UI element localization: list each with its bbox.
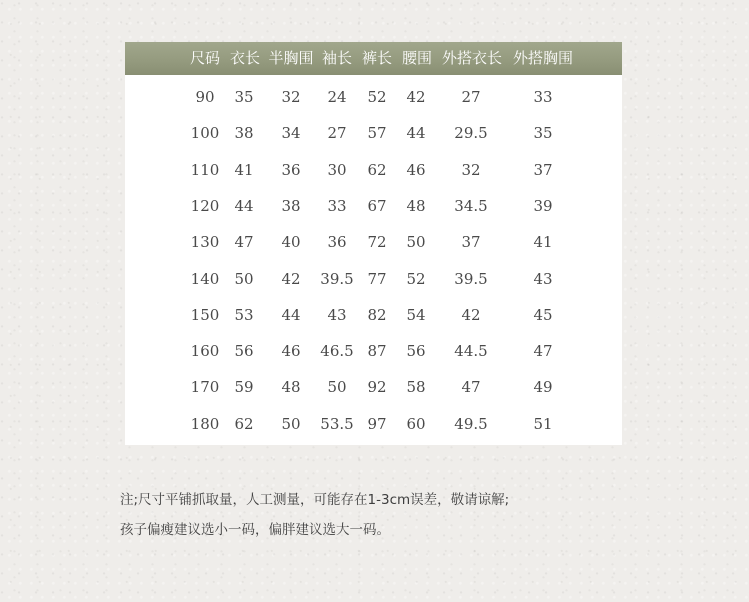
cell-size: 140 (190, 269, 220, 288)
cell-size: 110 (190, 160, 220, 179)
cell-outer-chest: 37 (533, 160, 553, 179)
header-sleeve-length: 袖长 (321, 49, 353, 67)
cell-top-length: 44 (234, 196, 254, 215)
cell-outer-chest: 39 (533, 196, 553, 215)
cell-outer-length: 27 (461, 88, 481, 106)
table-row (125, 227, 622, 257)
header-size: 尺码 (189, 49, 221, 67)
cell-half-chest: 50 (281, 414, 301, 433)
cell-top-length: 50 (234, 269, 254, 288)
cell-half-chest: 42 (281, 269, 301, 288)
cell-outer-length: 49.5 (454, 414, 488, 433)
cell-top-length: 41 (234, 160, 254, 179)
cell-size: 100 (190, 124, 220, 143)
cell-size: 160 (190, 342, 220, 361)
cell-waist: 48 (406, 196, 426, 215)
cell-sleeve-length: 30 (327, 160, 347, 179)
cell-size: 90 (195, 88, 215, 106)
table-row (125, 409, 622, 439)
cell-waist: 58 (406, 378, 426, 397)
cell-size: 170 (190, 378, 220, 397)
cell-sleeve-length: 53.5 (320, 414, 354, 433)
header-half-chest: 半胸围 (268, 49, 314, 67)
cell-waist: 50 (406, 233, 426, 252)
cell-sleeve-length: 50 (327, 378, 347, 397)
cell-half-chest: 34 (281, 124, 301, 143)
cell-size: 120 (190, 196, 220, 215)
table-row (125, 191, 622, 221)
cell-half-chest: 44 (281, 305, 301, 324)
cell-size: 150 (190, 305, 220, 324)
table-row (125, 300, 622, 330)
cell-half-chest: 48 (281, 378, 301, 397)
cell-waist: 42 (406, 88, 426, 106)
cell-top-length: 59 (234, 378, 254, 397)
table-row (125, 155, 622, 185)
header-outer-chest: 外搭胸围 (512, 49, 574, 67)
table-header-row (125, 42, 622, 75)
cell-half-chest: 32 (281, 88, 301, 106)
cell-half-chest: 40 (281, 233, 301, 252)
cell-outer-length: 32 (461, 160, 481, 179)
cell-sleeve-length: 46.5 (320, 342, 354, 361)
cell-waist: 46 (406, 160, 426, 179)
table-row (125, 264, 622, 294)
cell-top-length: 47 (234, 233, 254, 252)
cell-outer-length: 34.5 (454, 196, 488, 215)
cell-size: 180 (190, 414, 220, 433)
cell-half-chest: 38 (281, 196, 301, 215)
cell-sleeve-length: 39.5 (320, 269, 354, 288)
header-waist: 腰围 (401, 49, 433, 67)
table-row (125, 118, 622, 148)
cell-waist: 56 (406, 342, 426, 361)
cell-outer-chest: 33 (533, 88, 553, 106)
cell-top-length: 35 (234, 88, 254, 106)
cell-pants-length: 77 (367, 269, 387, 288)
table-row (125, 372, 622, 402)
cell-sleeve-length: 24 (327, 88, 347, 106)
cell-waist: 52 (406, 269, 426, 288)
cell-waist: 44 (406, 124, 426, 143)
cell-outer-length: 29.5 (454, 124, 488, 143)
cell-size: 130 (190, 233, 220, 252)
cell-outer-length: 42 (461, 305, 481, 324)
size-chart-table (125, 42, 622, 445)
cell-pants-length: 62 (367, 160, 387, 179)
cell-outer-chest: 45 (533, 305, 553, 324)
cell-outer-length: 47 (461, 378, 481, 397)
cell-pants-length: 97 (367, 414, 387, 433)
cell-outer-chest: 41 (533, 233, 553, 252)
cell-top-length: 62 (234, 414, 254, 433)
table-row (125, 336, 622, 366)
cell-waist: 60 (406, 414, 426, 433)
cell-half-chest: 36 (281, 160, 301, 179)
cell-outer-length: 37 (461, 233, 481, 252)
cell-pants-length: 57 (367, 124, 387, 143)
table-row (125, 82, 622, 112)
cell-pants-length: 82 (367, 305, 387, 324)
cell-top-length: 56 (234, 342, 254, 361)
cell-outer-chest: 49 (533, 378, 553, 397)
cell-outer-length: 44.5 (454, 342, 488, 361)
cell-outer-chest: 47 (533, 342, 553, 361)
cell-outer-length: 39.5 (454, 269, 488, 288)
cell-outer-chest: 35 (533, 124, 553, 143)
cell-half-chest: 46 (281, 342, 301, 361)
cell-waist: 54 (406, 305, 426, 324)
note-line-2: 孩子偏瘦建议选小一码，偏胖建议选大一码。 (120, 522, 390, 538)
cell-sleeve-length: 33 (327, 196, 347, 215)
cell-sleeve-length: 43 (327, 305, 347, 324)
header-pants-length: 裤长 (361, 49, 393, 67)
cell-top-length: 53 (234, 305, 254, 324)
cell-pants-length: 52 (367, 88, 387, 106)
header-top-length: 衣长 (229, 49, 261, 67)
cell-pants-length: 72 (367, 233, 387, 252)
cell-pants-length: 92 (367, 378, 387, 397)
cell-outer-chest: 51 (533, 414, 553, 433)
cell-pants-length: 87 (367, 342, 387, 361)
cell-pants-length: 67 (367, 196, 387, 215)
cell-sleeve-length: 27 (327, 124, 347, 143)
header-outer-length: 外搭衣长 (441, 49, 503, 67)
cell-sleeve-length: 36 (327, 233, 347, 252)
cell-top-length: 38 (234, 124, 254, 143)
cell-outer-chest: 43 (533, 269, 553, 288)
note-line-1: 注;尺寸平铺抓取量，人工测量，可能存在1-3cm误差，敬请谅解; (120, 492, 510, 508)
